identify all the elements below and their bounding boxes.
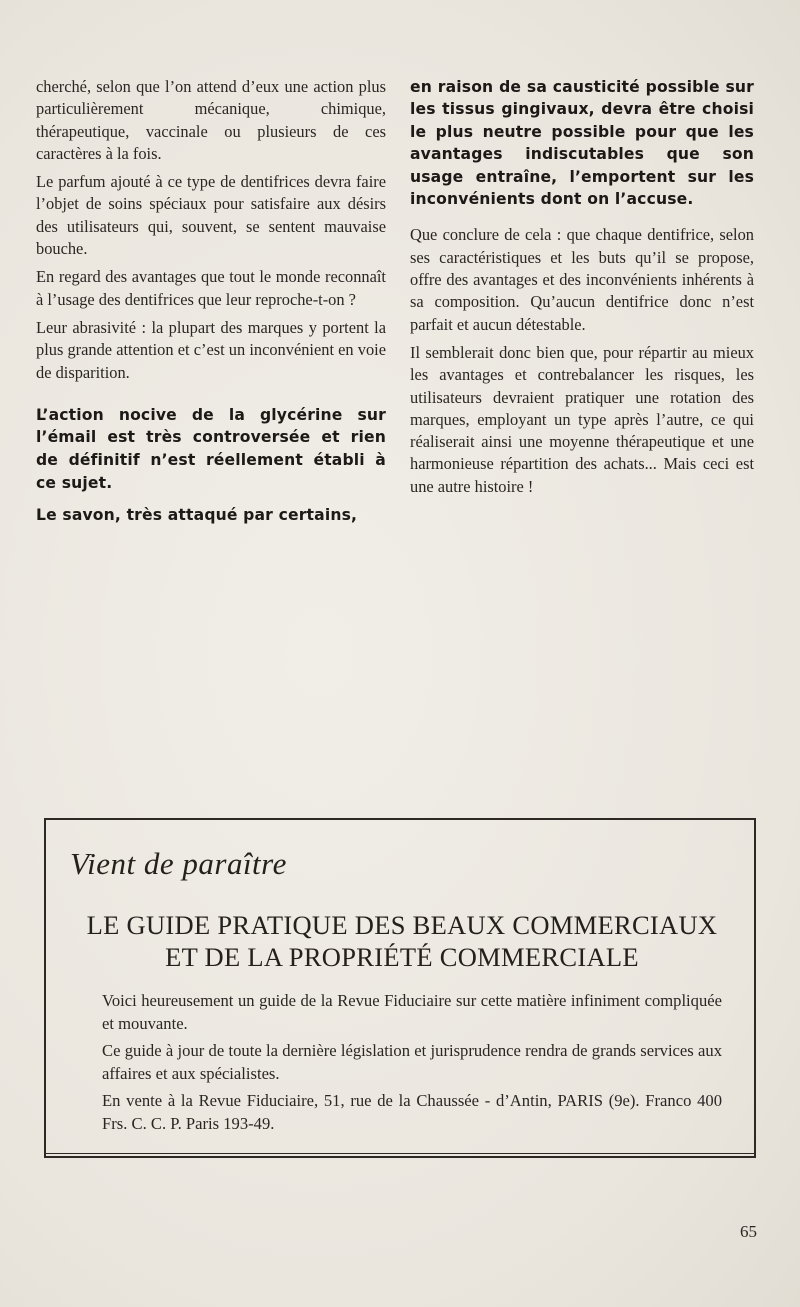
article-paragraph: Le parfum ajouté à ce type de dentifrices devra faire l’objet de soins spéciaux pour satisfaire aux désirs des utilisateurs qui, souvent, se sentent mauvaise bouche.: [36, 172, 386, 259]
advert-title-line-2: ET DE LA PROPRIÉTÉ COMMERCIALE: [165, 942, 639, 972]
advert-title-line-1: LE GUIDE PRATIQUE DES BEAUX COMMERCIAUX: [86, 910, 718, 940]
article-paragraph: cherché, selon que l’on attend d’eux une action plus particulièrement mécanique, chimique, thérapeutique, vaccinale ou plusieurs de ces caractères à la fois.: [36, 77, 386, 163]
advert-body-paragraph: En vente à la Revue Fiduciaire, 51, rue de la Chaussée - d’Antin, PARIS (9e). Franco 400 Frs. C. C. P. Paris 193-49.: [102, 1091, 722, 1133]
emphasis-paragraph: Le savon, très attaqué par certains,: [36, 506, 358, 525]
advert-heading: Vient de paraître: [70, 846, 287, 881]
article-paragraph: Leur abrasivité : la plupart des marques y portent la plus grande attention et c’est un inconvénient en voie de disparition.: [36, 317, 386, 382]
page-number: 65: [740, 1222, 757, 1241]
advert-box: [44, 818, 756, 1158]
emphasis-paragraph: en raison de sa causticité possible sur les tissus gingivaux, devra être choisi le plus neutre possible pour que les avantages indiscutables que son usage entraîne, l’emportent sur les inconvénients dont on l’accuse.: [410, 78, 754, 209]
article-paragraph: Il semblerait donc bien que, pour répartir au mieux les avantages et contrebalancer les risques, les utilisateurs devraient pratiquer une rotation des marques, employant un type après l’autre, ce qui réaliserait ainsi une moyenne thérapeutique et une harmonieuse répartition des achats... Mais ceci est une autre histoire !: [410, 342, 754, 496]
article-paragraph: Que conclure de cela : que chaque dentifrice, selon ses caractéristiques et les buts qu’il se propose, offre des avantages et des inconvénients inhérents à sa composition. Qu’aucun dentifrice donc n’est parfait et aucun détestable.: [410, 225, 754, 334]
box-inner-rule: [46, 1153, 754, 1154]
advert-body-paragraph: Ce guide à jour de toute la dernière législation et jurisprudence rendra de grands services aux affaires et aux spécialistes.: [102, 1041, 722, 1083]
article-paragraph: En regard des avantages que tout le monde reconnaît à l’usage des dentifrices que leur reproche-t-on ?: [36, 267, 386, 309]
emphasis-paragraph: L’action nocive de la glycérine sur l’émail est très controversée et rien de définitif n’est réellement établi à ce sujet.: [36, 405, 386, 492]
left-column: [36, 76, 386, 537]
advert-body-paragraph: Voici heureusement un guide de la Revue Fiduciaire sur cette matière infiniment compliquée et mouvante.: [102, 991, 722, 1033]
right-column: [410, 76, 754, 504]
